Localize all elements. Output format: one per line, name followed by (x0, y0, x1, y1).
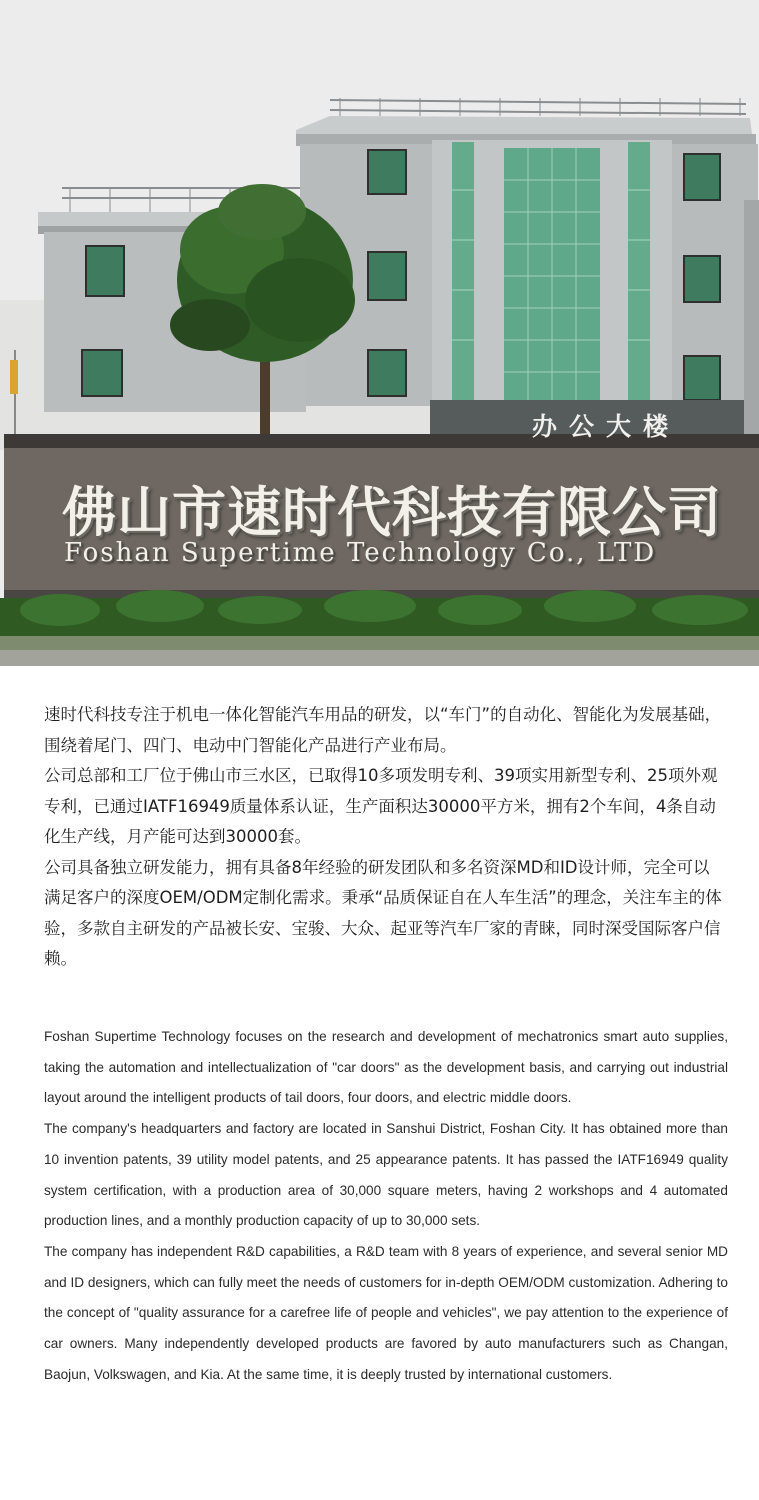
english-paragraph: The company has independent R&D capabilities, a R&D team with 8 years of experience, and several senior MD and ID designers, which can fully meet the needs of customers for in-depth OEM/ODM customization. Adhering to the concept of "quality assurance for a carefree life of people and vehicles", we pay attention to the experience of car owners. Many independently developed products are favored by auto manufacturers such as Changan, Baojun, Volkswagen, and Kia. At the same time, it is deeply trusted by international customers. (44, 1243, 728, 1382)
english-paragraph: Foshan Supertime Technology focuses on the research and development of mechatronics smart auto supplies, taking the automation and intellectualization of "car doors" as the development basis, and carrying out industrial layout around the intelligent products of tail doors, four doors, and electric middle doors. (44, 1029, 728, 1106)
chinese-paragraph: 公司具备独立研发能力，拥有具备8年经验的研发团队和多名资深MD和ID设计师，完全可以满足客户的深度OEM/ODM定制化需求。秉承“品质保证自在人车生活”的理念，关注车主的体验，多款自主研发的产品被长安、宝骏、大众、起亚等汽车厂家的青睐，同时深受国际客户信赖。 (44, 857, 722, 968)
chinese-paragraph: 公司总部和工厂位于佛山市三水区，已取得10多项发明专利、39项实用新型专利、25项外观专利，已通过IATF16949质量体系认证，生产面积达30000平方米，拥有2个车间，4条自动化生产线，月产能可达到30000套。 (44, 766, 718, 846)
company-sign-chinese: 佛山市速时代科技有限公司 (62, 480, 722, 544)
english-description (44, 1022, 728, 1390)
company-building-photo (0, 0, 759, 666)
chinese-description (44, 700, 724, 975)
company-sign-english: Foshan Supertime Technology Co., LTD (64, 538, 657, 568)
english-paragraph: The company's headquarters and factory are located in Sanshui District, Foshan City. It has obtained more than 10 invention patents, 39 utility model patents, and 25 appearance patents. It has passed the IATF16949 quality system certification, with a production area of 30,000 square meters, having 2 workshops and 4 automated production lines, and a monthly production capacity of up to 30,000 sets. (44, 1121, 728, 1229)
chinese-paragraph: 速时代科技专注于机电一体化智能汽车用品的研发，以“车门”的自动化、智能化为发展基础，围绕着尾门、四门、电动中门智能化产品进行产业布局。 (44, 705, 722, 755)
office-building-label: 办公大楼 (532, 412, 681, 441)
